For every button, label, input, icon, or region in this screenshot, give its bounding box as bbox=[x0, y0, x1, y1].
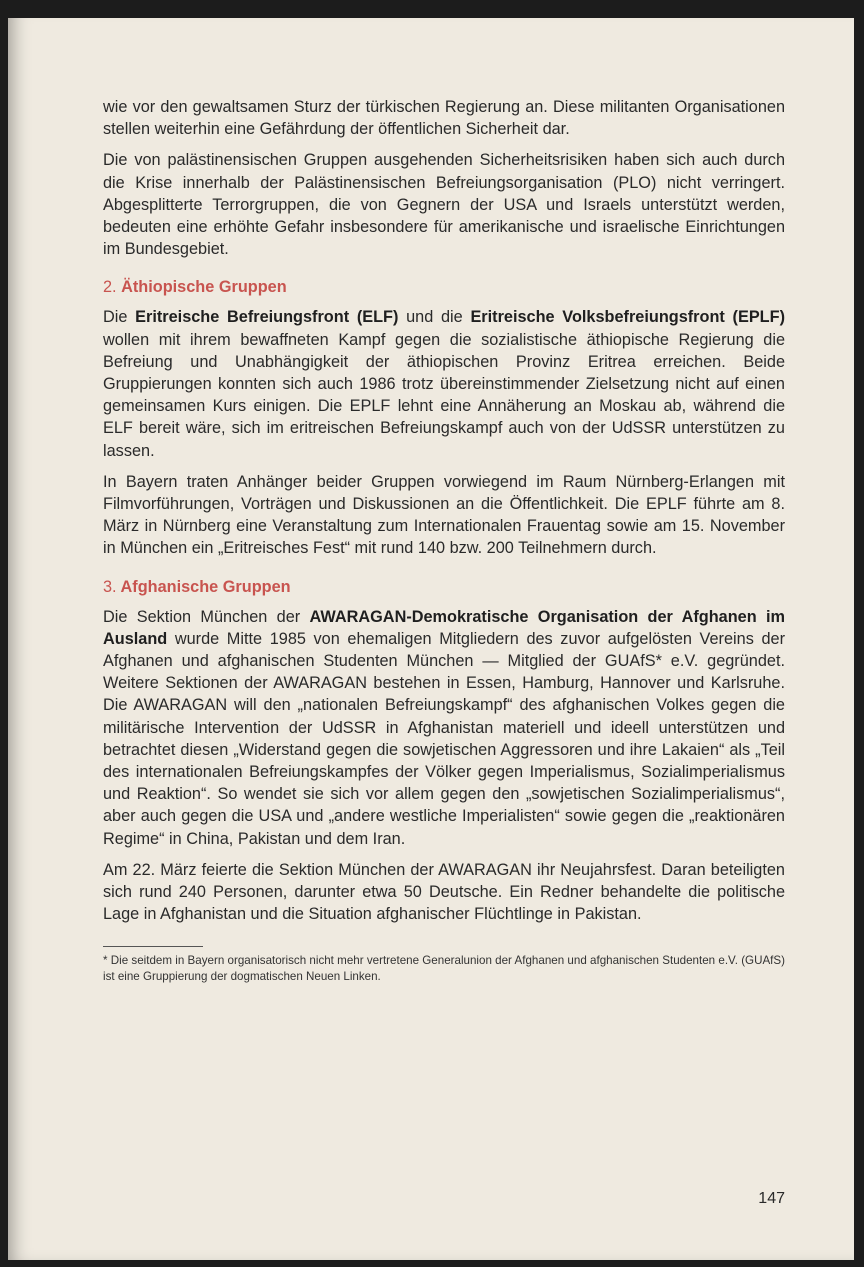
text-run: Die Sektion München der bbox=[103, 607, 310, 626]
afghan-paragraph-1 bbox=[103, 606, 785, 850]
bold-term-elf: Eritreische Befreiungsfront (ELF) bbox=[135, 308, 399, 327]
section-number: 2. bbox=[103, 278, 117, 297]
ethiopian-paragraph-1 bbox=[103, 306, 785, 461]
text-run: Die bbox=[103, 308, 136, 327]
section-number: 3. bbox=[103, 577, 117, 596]
ethiopian-paragraph-2: In Bayern traten Anhänger beider Gruppen vorwiegend im Raum Nürnberg-Erlangen mit Filmvorführungen, Vorträgen und Diskussionen an die Öffentlichkeit. Die EPLF führte am 8. März in Nürnberg eine Veranstaltung zum Internationalen Frauentag sowie am 15. November in München ein „Eritreisches Fest“ mit rund 140 bzw. 200 Teilnehmern durch. bbox=[103, 472, 785, 558]
bold-term-awaragan: AWARAGAN-Demokratische Organisation der Afghanen im Ausland bbox=[103, 607, 785, 648]
text-run: wurde Mitte 1985 von ehemaligen Mitgliedern des zuvor aufgelösten Vereins der Afghanen und afghanischen Studenten München — Mitglied der GUAfS* e.V. gegründet. Weitere Sektionen der AWARAGAN bestehen in Essen, Hamburg, Hannover und Karlsruhe. Die AWARAGAN will den „nationalen Befreiungskampf“ des afghanischen Volkes gegen die militärische Intervention der UdSSR in Afghanistan materiell und ideell unterstützen und betrachtet diesen „Widerstand gegen die sowjetischen Aggressoren und ihre Lakaien“ als „Teil des internationalen Befreiungskampfes der Völker gegen Imperialismus, Sozialimperialismus und Reaktion“. So wendet sie sich vor allem gegen den „sowjetischen Sozialimperialismus“, aber auch gegen die USA und „andere westliche Imperialisten“ sowie gegen die „reaktionären Regime“ in China, Pakistan und dem Iran. bbox=[103, 629, 785, 848]
footnote-rule bbox=[103, 946, 203, 947]
text-run: wollen mit ihrem bewaffneten Kampf gegen die sozialistische äthiopische Regierung die Befreiung und Unabhängigkeit der äthiopischen Provinz Eritrea erreichen. Beide Gruppierungen konnten sich auch 1986 trotz übereinstimmender Zielsetzung nicht auf einen gemeinsamen Kurs einigen. Die EPLF lehnt eine Annäherung an Moskau ab, während die ELF bereit wäre, sich im eritreischen Befreiungskampf auch von der UdSSR unterstützen zu lassen. bbox=[103, 330, 785, 460]
footnote: * Die seitdem in Bayern organisatorisch nicht mehr vertretene Generalunion der Afghanen und afghanischen Studenten e.V. (GUAfS) ist eine Gruppierung der dogmatischen Neuen Linken. bbox=[103, 953, 785, 983]
section-title: Äthiopische Gruppen bbox=[121, 278, 287, 297]
page-content bbox=[103, 96, 785, 994]
section-heading-ethiopian bbox=[103, 276, 785, 298]
bold-term-eplf: Eritreische Volksbefreiungsfront (EPLF) bbox=[470, 308, 785, 327]
scan-top-edge bbox=[8, 12, 854, 18]
page-number: 147 bbox=[758, 1190, 785, 1207]
intro-paragraph-2: Die von palästinensischen Gruppen ausgehenden Sicherheitsrisiken haben sich auch durch die Krise innerhalb der Palästinensischen Befreiungsorganisation (PLO) nicht verringert. Abgesplitterte Terrorgruppen, die von Gegnern der USA und Israels unterstützt werden, bedeuten eine erhöhte Gefahr insbesondere für amerikanische und israelische Einrichtungen im Bundesgebiet. bbox=[103, 151, 785, 259]
afghan-paragraph-2: Am 22. März feierte die Sektion München der AWARAGAN ihr Neujahrsfest. Daran beteiligten sich rund 240 Personen, darunter etwa 50 Deutsche. Ein Redner behandelte die politische Lage in Afghanistan und die Situation afghanischer Flüchtlinge in Pakistan. bbox=[103, 860, 785, 924]
book-page bbox=[8, 12, 854, 1260]
intro-paragraph-1: wie vor den gewaltsamen Sturz der türkischen Regierung an. Diese militanten Organisationen stellen weiterhin eine Gefährdung der öffentlichen Sicherheit dar. bbox=[103, 98, 785, 139]
text-run: und die bbox=[398, 308, 471, 327]
section-heading-afghan bbox=[103, 576, 785, 598]
section-title: Afghanische Gruppen bbox=[120, 577, 291, 596]
